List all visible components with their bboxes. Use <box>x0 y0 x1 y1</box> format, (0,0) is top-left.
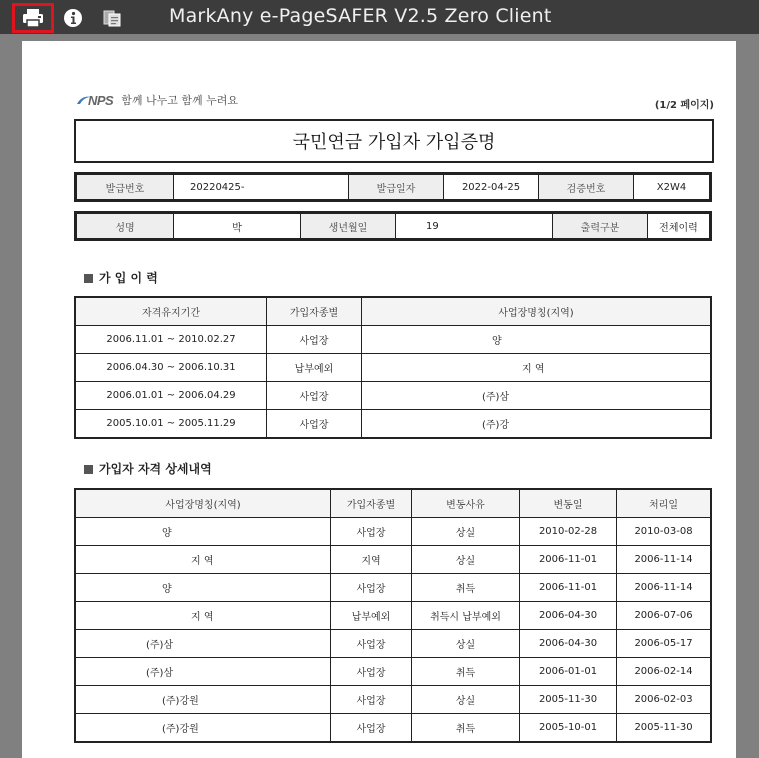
detail-row-cell: 납부예외 <box>331 602 412 630</box>
detail-row <box>75 546 711 574</box>
detail-heading <box>84 460 212 477</box>
detail-row-cell: 2006-11-14 <box>617 546 712 574</box>
document-button[interactable] <box>92 3 134 33</box>
person-info-table <box>74 211 712 241</box>
detail-row-cell: 취득 <box>412 574 520 602</box>
detail-row-cell: 2010-02-28 <box>520 518 617 546</box>
nps-logo <box>76 92 238 108</box>
detail-row-cell: 취득시 납부예외 <box>412 602 520 630</box>
document-copy-icon <box>102 8 124 28</box>
square-bullet-icon <box>84 274 93 283</box>
detail-row-cell: 2006-11-14 <box>617 574 712 602</box>
square-bullet-icon <box>84 465 93 474</box>
detail-row-cell: 2006-02-14 <box>617 658 712 686</box>
detail-row-cell: 상실 <box>412 546 520 574</box>
history-row-cell: 지 역 <box>362 354 712 382</box>
history-row <box>75 382 711 410</box>
issue-date: 2022-04-25 <box>444 174 539 201</box>
history-row-cell: 사업장 <box>267 326 362 354</box>
name-label: 성명 <box>76 213 174 240</box>
detail-row-cell: 2005-11-30 <box>617 714 712 743</box>
detail-row-cell: 사업장 <box>331 714 412 743</box>
detail-row-cell: 취득 <box>412 714 520 743</box>
history-table <box>74 296 712 439</box>
detail-row-cell: 양 <box>75 518 331 546</box>
info-icon <box>63 8 83 28</box>
window-title: MarkAny e-PageSAFER V2.5 Zero Client <box>169 5 552 27</box>
detail-row-cell: 2006-05-17 <box>617 630 712 658</box>
detail-row-cell: 양 <box>75 574 331 602</box>
output-label: 출력구분 <box>553 213 648 240</box>
issue-no: 20220425- <box>174 174 349 201</box>
detail-heading-text: 가입자 자격 상세내역 <box>99 462 212 476</box>
detail-row <box>75 630 711 658</box>
detail-col-type: 가입자종별 <box>331 489 412 518</box>
birth-date: 19 <box>396 213 553 240</box>
detail-row-cell: (주)강원 <box>75 714 331 743</box>
detail-row <box>75 518 711 546</box>
logo-text: NPS <box>88 92 114 108</box>
document-title: 국민연금 가입자 가입증명 <box>74 119 714 163</box>
history-col-period: 자격유지기간 <box>75 297 267 326</box>
verify-no-label: 검증번호 <box>539 174 634 201</box>
detail-col-process-date: 처리일 <box>617 489 712 518</box>
slogan: 함께 나누고 함께 누려요 <box>121 94 238 107</box>
detail-row <box>75 714 711 743</box>
history-row <box>75 326 711 354</box>
detail-row-cell: 지역 <box>331 546 412 574</box>
detail-row-cell: 2006-04-30 <box>520 602 617 630</box>
history-col-type: 가입자종별 <box>267 297 362 326</box>
detail-row-cell: 상실 <box>412 630 520 658</box>
printer-icon <box>22 8 44 28</box>
detail-row-cell: 지 역 <box>75 546 331 574</box>
verify-no: X2W4 <box>634 174 711 201</box>
detail-row-cell: 사업장 <box>331 574 412 602</box>
detail-row-cell: 지 역 <box>75 602 331 630</box>
detail-row-cell: (주)삼 <box>75 658 331 686</box>
history-row-cell: 사업장 <box>267 410 362 439</box>
detail-row-cell: 2006-11-01 <box>520 574 617 602</box>
history-row-cell: 2006.04.30 ~ 2006.10.31 <box>75 354 267 382</box>
document-page <box>22 41 736 758</box>
history-row-cell: (주)강 <box>362 410 712 439</box>
detail-row-cell: 사업장 <box>331 630 412 658</box>
detail-row-cell: (주)강원 <box>75 686 331 714</box>
birth-label: 생년월일 <box>301 213 396 240</box>
detail-row-cell: 2010-03-08 <box>617 518 712 546</box>
detail-row-cell: (주)삼 <box>75 630 331 658</box>
history-row-cell: 사업장 <box>267 382 362 410</box>
issue-info-table <box>74 172 712 202</box>
history-col-workplace: 사업장명칭(지역) <box>362 297 712 326</box>
title-bar <box>0 0 759 34</box>
issue-no-label: 발급번호 <box>76 174 174 201</box>
history-heading <box>84 269 158 286</box>
detail-col-reason: 변동사유 <box>412 489 520 518</box>
issue-date-label: 발급일자 <box>349 174 444 201</box>
print-button[interactable] <box>12 3 54 33</box>
detail-row <box>75 686 711 714</box>
history-row <box>75 410 711 439</box>
detail-row-cell: 사업장 <box>331 658 412 686</box>
detail-row <box>75 658 711 686</box>
page-count: (1/2 페이지) <box>654 100 714 111</box>
detail-row-cell: 상실 <box>412 686 520 714</box>
output-type: 전체이력 <box>648 213 711 240</box>
detail-row-cell: 2006-04-30 <box>520 630 617 658</box>
detail-row-cell: 2006-02-03 <box>617 686 712 714</box>
detail-row-cell: 2005-10-01 <box>520 714 617 743</box>
history-row-cell: 2006.01.01 ~ 2006.04.29 <box>75 382 267 410</box>
detail-row-cell: 2006-11-01 <box>520 546 617 574</box>
detail-row-cell: 2006-07-06 <box>617 602 712 630</box>
detail-row <box>75 574 711 602</box>
detail-row <box>75 602 711 630</box>
history-row-cell: (주)삼 <box>362 382 712 410</box>
detail-col-workplace: 사업장명칭(지역) <box>75 489 331 518</box>
person-name: 박 <box>174 213 301 240</box>
info-button[interactable] <box>52 3 94 33</box>
history-row-cell: 2005.10.01 ~ 2005.11.29 <box>75 410 267 439</box>
detail-row-cell: 사업장 <box>331 518 412 546</box>
detail-row-cell: 2006-01-01 <box>520 658 617 686</box>
history-row-cell: 양 <box>362 326 712 354</box>
history-heading-text: 가 입 이 력 <box>99 271 158 285</box>
detail-row-cell: 2005-11-30 <box>520 686 617 714</box>
history-row-cell: 납부예외 <box>267 354 362 382</box>
detail-row-cell: 사업장 <box>331 686 412 714</box>
detail-row-cell: 상실 <box>412 518 520 546</box>
history-row-cell: 2006.11.01 ~ 2010.02.27 <box>75 326 267 354</box>
history-row <box>75 354 711 382</box>
detail-col-change-date: 변동일 <box>520 489 617 518</box>
detail-table <box>74 488 712 743</box>
detail-row-cell: 취득 <box>412 658 520 686</box>
